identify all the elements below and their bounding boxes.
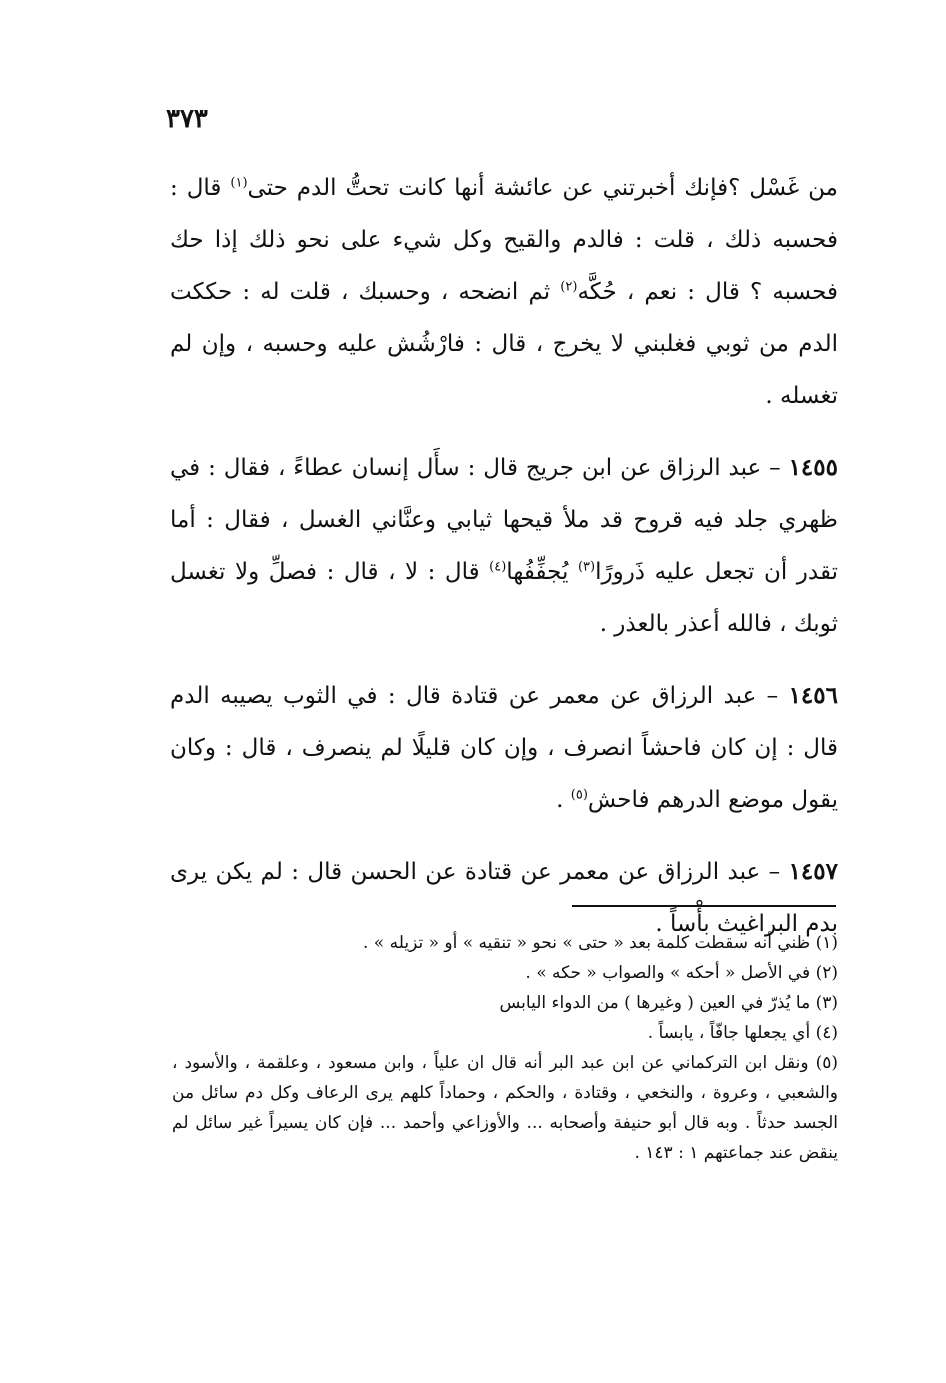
footnotes [172, 928, 838, 1168]
footnote-ref: (١) [230, 175, 248, 191]
page-number: ٣٧٣ [166, 104, 208, 134]
footnote-5: (٥) ونقل ابن التركماني عن ابن عبد البر أنه قال ان علياً ، وابن مسعود ، وعلقمة ، والأسود ، والشعبي ، وعروة ، والنخعي ، وقتادة ، والحكم ، وحماداً كلهم يرى الرعاف وكل دم سائل من الجسد حدثاً . وبه قال أبو حنيفة وأصحابه ... والأوزاعي وأحمد ... فإن كان يسيراً غير سائل لم ينقض عند جماعتهم ١ : ١٤٣ . [172, 1053, 838, 1163]
footnote-ref: (٢) [560, 279, 578, 295]
hadith-1455: ١٤٥٥ – عبد الرزاق عن ابن جريج قال : سأَل إنسان عطاءً ، فقال : في ظهري جلد فيه قروح قد ملأ قيحها ثيابي وعنَّاني الغسل ، فقال : أما تقدر أن تجعل عليه ذَرورًا$^{(٣)}$ يُجفِّفُها$^{(٤)}$ قال : لا ، قال : فصلِّ ولا تغسل ثوبك ، فالله أعذر بالعذر . [170, 454, 838, 637]
hadith-number: ١٤٥٥ [788, 454, 838, 481]
footnote-2: (٢) في الأصل « أحكه » والصواب « حكه » . [525, 963, 838, 983]
paragraph-continuation: من غَسْل ؟فإنك أخبرتني عن عائشة أنها كانت تحتُّ الدم حتى$^{(١)}$ قال : فحسبه ذلك ، قلت : فالدم والقيح وكل شيء على نحو ذلك إذا حك فحسبه ؟ قال : نعم ، حُكَّه$^{(٢)}$ ثم انضحه ، وحسبك ، قلت له : حككت الدم من ثوبي فغلبني لا يخرج ، قال : فارْشُش عليه وحسبه ، وإن لم تغسله . [170, 175, 838, 409]
footnote-separator [572, 905, 836, 907]
hadith-number: ١٤٥٧ [788, 858, 838, 885]
footnote-ref: (٥) [570, 787, 588, 803]
footnote-4: (٤) أي يجعلها جافّاً ، يابساً . [647, 1023, 838, 1043]
footnote-ref: (٣) [577, 559, 596, 575]
hadith-1457: ١٤٥٧ – عبد الرزاق عن معمر عن قتادة عن الحسن قال : لم يكن يرى بدم البراغيث بأْساً . [170, 858, 838, 937]
footnote-1: (١) ظني أنه سقطت كلمة بعد « حتى » نحو « تنقيه » أو « تزيله » . [362, 933, 838, 953]
footnote-3: (٣) ما يُذرّ في العين ( وغيرها ) من الدواء اليابس [499, 993, 838, 1013]
hadith-1456: ١٤٥٦ – عبد الرزاق عن معمر عن قتادة قال : في الثوب يصيبه الدم قال : إن كان فاحشاً انصرف ، وإن كان قليلًا لم ينصرف ، قال : وكان يقول موضع الدرهم فاحش$^{(٥)}$ . [170, 682, 838, 813]
hadith-number: ١٤٥٦ [788, 682, 838, 709]
main-text [170, 162, 838, 970]
footnote-ref: (٤) [489, 559, 507, 575]
